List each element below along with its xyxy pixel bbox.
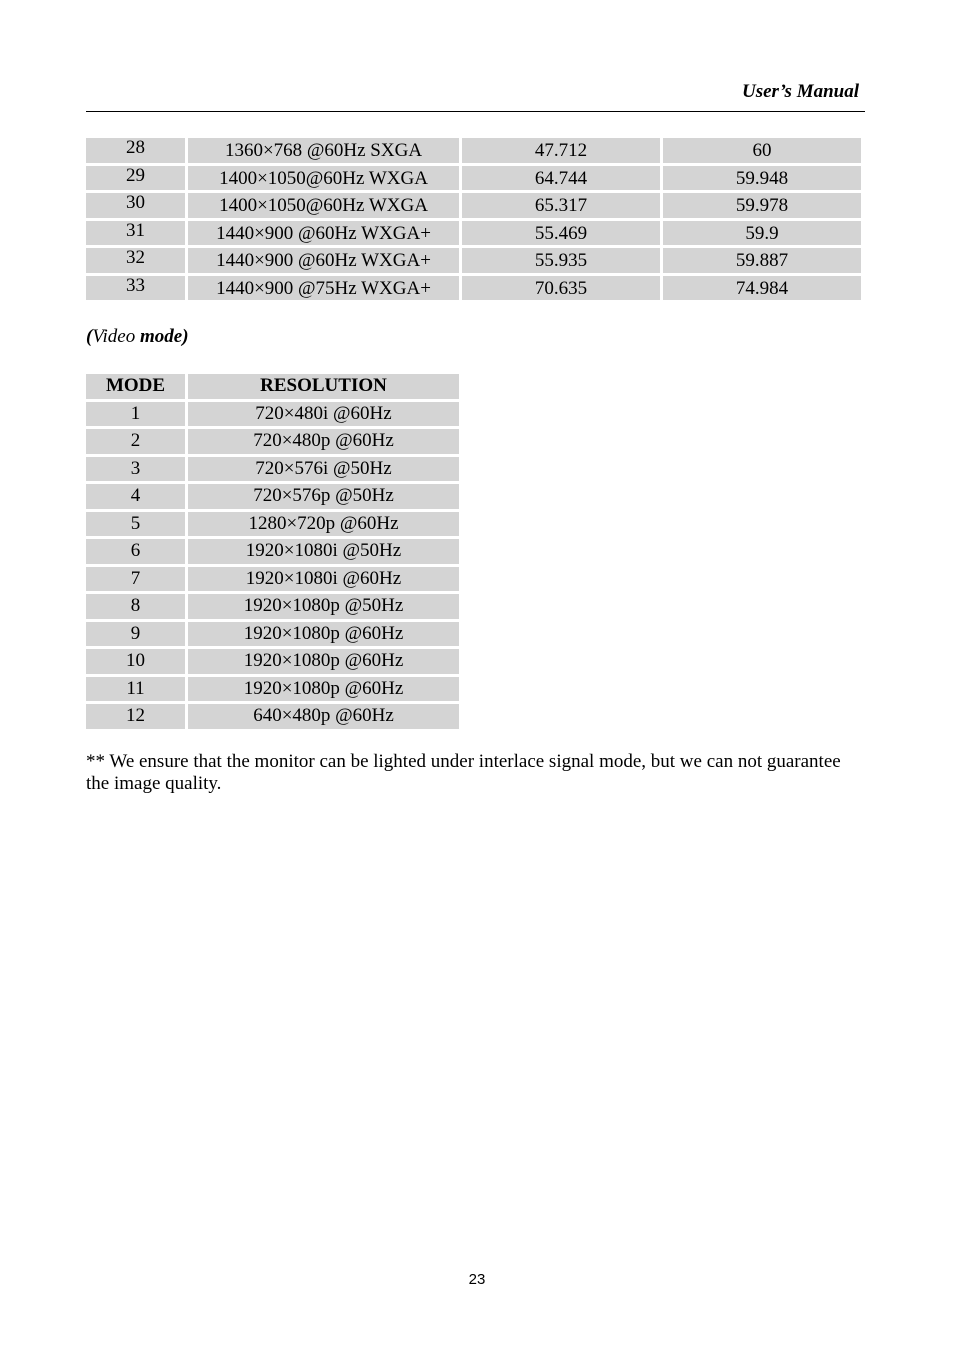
resolution-cell: 1400×1050@60Hz WXGA [188, 166, 462, 194]
mode-cell: 12 [86, 704, 188, 732]
resolution-cell: 720×480i @60Hz [188, 402, 459, 430]
mode-cell: 1 [86, 402, 188, 430]
table-row [86, 457, 459, 485]
vertical-frequency-cell: 59.9 [663, 221, 861, 249]
table-row [86, 484, 459, 512]
column-header-resolution: RESOLUTION [188, 374, 459, 402]
vertical-frequency-cell: 60 [663, 138, 861, 166]
resolution-cell: 1920×1080p @60Hz [188, 622, 459, 650]
mode-cell: 5 [86, 512, 188, 540]
resolution-cell: 1920×1080i @60Hz [188, 567, 459, 595]
horizontal-frequency-cell: 64.744 [462, 166, 663, 194]
mode-cell: 32 [86, 248, 188, 276]
vertical-frequency-cell: 59.978 [663, 193, 861, 221]
horizontal-frequency-cell: 55.935 [462, 248, 663, 276]
resolution-cell: 1920×1080i @50Hz [188, 539, 459, 567]
table-row [86, 512, 459, 540]
mode-cell: 3 [86, 457, 188, 485]
horizontal-frequency-cell: 65.317 [462, 193, 663, 221]
mode-cell: 7 [86, 567, 188, 595]
header-rule [86, 111, 865, 112]
resolution-cell: 1400×1050@60Hz WXGA [188, 193, 462, 221]
resolution-cell: 720×576i @50Hz [188, 457, 459, 485]
label-open-paren: ( [86, 326, 93, 347]
horizontal-frequency-cell: 55.469 [462, 221, 663, 249]
vertical-frequency-cell: 59.887 [663, 248, 861, 276]
page-number: 23 [468, 1271, 486, 1288]
resolution-cell: 720×576p @50Hz [188, 484, 459, 512]
timing-table [86, 138, 861, 303]
mode-cell: 2 [86, 429, 188, 457]
table-row [86, 166, 861, 194]
resolution-cell: 640×480p @60Hz [188, 704, 459, 732]
mode-cell: 31 [86, 221, 188, 249]
column-header-mode: MODE [86, 374, 188, 402]
table-row [86, 622, 459, 650]
resolution-cell: 1440×900 @60Hz WXGA+ [188, 221, 462, 249]
table-row [86, 649, 459, 677]
table-row [86, 193, 861, 221]
vertical-frequency-cell: 59.948 [663, 166, 861, 194]
table-row [86, 138, 861, 166]
resolution-cell: 1440×900 @60Hz WXGA+ [188, 248, 462, 276]
table-row [86, 594, 459, 622]
table-row [86, 704, 459, 732]
interlace-footnote: ** We ensure that the monitor can be lighted under interlace signal mode, but we can not guarantee the image quality. [86, 751, 841, 794]
mode-cell: 9 [86, 622, 188, 650]
label-video: Video [92, 326, 136, 347]
mode-cell: 10 [86, 649, 188, 677]
resolution-cell: 1360×768 @60Hz SXGA [188, 138, 462, 166]
mode-cell: 33 [86, 276, 188, 304]
table-row [86, 221, 861, 249]
mode-cell: 29 [86, 166, 188, 194]
mode-cell: 28 [86, 138, 188, 166]
table-row [86, 276, 861, 304]
video-mode-table [86, 374, 459, 732]
table-row [86, 248, 861, 276]
resolution-cell: 720×480p @60Hz [188, 429, 459, 457]
mode-cell: 11 [86, 677, 188, 705]
table-row [86, 539, 459, 567]
vertical-frequency-cell: 74.984 [663, 276, 861, 304]
mode-cell: 8 [86, 594, 188, 622]
resolution-cell: 1280×720p @60Hz [188, 512, 459, 540]
table-header-row [86, 374, 459, 402]
table-row [86, 402, 459, 430]
mode-cell: 4 [86, 484, 188, 512]
resolution-cell: 1920×1080p @60Hz [188, 677, 459, 705]
table-row [86, 567, 459, 595]
table-row [86, 677, 459, 705]
label-mode: mode) [140, 326, 189, 347]
horizontal-frequency-cell: 70.635 [462, 276, 663, 304]
mode-cell: 6 [86, 539, 188, 567]
resolution-cell: 1440×900 @75Hz WXGA+ [188, 276, 462, 304]
mode-cell: 30 [86, 193, 188, 221]
resolution-cell: 1920×1080p @60Hz [188, 649, 459, 677]
header-title: User’s Manual [741, 81, 859, 102]
video-mode-label [86, 326, 189, 348]
table-row [86, 429, 459, 457]
horizontal-frequency-cell: 47.712 [462, 138, 663, 166]
resolution-cell: 1920×1080p @50Hz [188, 594, 459, 622]
